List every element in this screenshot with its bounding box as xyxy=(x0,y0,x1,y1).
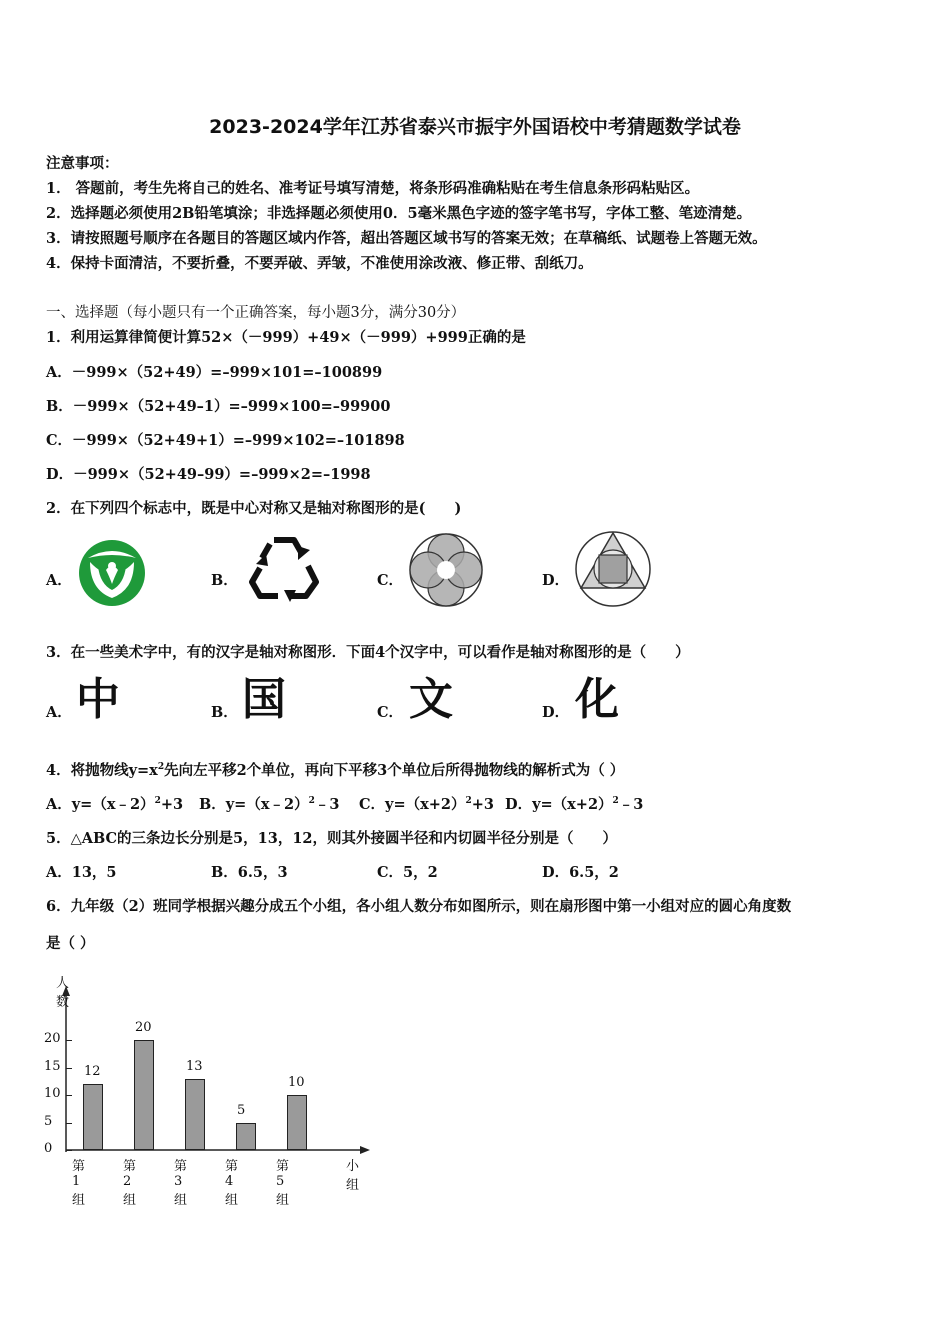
q1-option-a: A．－999×（52+49）=–999×101=–100899 xyxy=(46,364,383,381)
chart-bar xyxy=(236,1123,256,1151)
chart-bar xyxy=(287,1095,307,1150)
chart-axes xyxy=(0,0,400,1200)
y-tick-label: 5 xyxy=(44,1113,53,1129)
bar-data-label: 10 xyxy=(288,1075,305,1090)
q5-option-c: C．5，2 xyxy=(377,864,438,881)
q3-char-b: 国 xyxy=(242,674,286,725)
q3-char-d: 化 xyxy=(575,674,619,725)
q4-stem: 4．将抛物线$y=x^2$先向左平移2个单位，再向下平移3个单位后所得抛物线的解析式为（ ） xyxy=(46,762,625,779)
y-tick-mark xyxy=(66,1040,72,1041)
q4-option-d: D．$y=(x+2)^2﹣3$ xyxy=(505,796,644,813)
notice-item-4: 4．保持卡面清洁，不要折叠，不要弄破、弄皱，不准使用涂改液、修正带、刮纸刀。 xyxy=(46,255,593,272)
bar-data-label: 12 xyxy=(84,1064,101,1079)
bar-data-label: 5 xyxy=(237,1102,246,1118)
page-title: 2023-2024学年江苏省泰兴市振宇外国语校中考猜题数学试卷 xyxy=(209,116,741,138)
q3-char-a: 中 xyxy=(76,674,120,725)
y-tick-mark xyxy=(66,1123,72,1124)
y-tick-mark xyxy=(66,1068,72,1069)
chart-bar xyxy=(185,1079,205,1151)
notice-item-3: 3．请按照题号顺序在各题目的答题区域内作答，超出答题区域书写的答案无效；在草稿纸、试题卷上答题无效。 xyxy=(46,230,767,247)
q3-char-c: 文 xyxy=(409,674,453,725)
y-tick-label: 10 xyxy=(44,1086,61,1101)
x-category-label: 第2组 xyxy=(123,1159,137,1208)
y-tick-mark xyxy=(66,1095,72,1096)
notice-heading: 注意事项： xyxy=(46,155,119,172)
chart-ylabel: 人数 xyxy=(56,976,70,1010)
chart-bar xyxy=(134,1040,154,1150)
four-petal-circle-icon xyxy=(408,532,484,608)
q1-option-c: C．－999×（52+49+1）=–999×102=–101898 xyxy=(46,432,405,449)
q3-label-a: A． xyxy=(46,704,72,721)
y-tick-label: 20 xyxy=(44,1031,61,1046)
y-tick-mark xyxy=(66,1150,72,1151)
q6-stem-line2: 是（ ） xyxy=(46,935,95,952)
y-tick-label: 0 xyxy=(44,1141,53,1156)
bar-data-label: 20 xyxy=(135,1020,152,1035)
q2-label-c: C． xyxy=(377,572,404,589)
q4-option-c: C．$y=(x+2)^2+3$ xyxy=(359,796,495,813)
q2-label-b: B． xyxy=(211,572,238,589)
notice-item-1: 1． 答题前，考生先将自己的姓名、准考证号填写清楚，将条形码准确粘贴在考生信息条形码粘贴区。 xyxy=(46,180,700,197)
q3-label-c: C． xyxy=(377,704,404,721)
q6-stem-line1: 6．九年级（2）班同学根据兴趣分成五个小组，各小组人数分布如图所示，则在扇形图中第一小组对应的圆心角度数 xyxy=(46,898,792,915)
x-category-label: 第4组 xyxy=(225,1159,239,1208)
q4-option-b: B．y=（x﹣2）$^2$﹣3 xyxy=(199,796,340,813)
q2-label-a: A． xyxy=(46,572,72,589)
x-category-label: 第5组 xyxy=(276,1159,290,1208)
notice-item-2: 2．选择题必须使用2B铅笔填涂；非选择题必须使用0．5毫米黑色字迹的签字笔书写，字体工整、笔迹清楚。 xyxy=(46,205,752,222)
q1-option-d: D．－999×（52+49–99）=–999×2=–1998 xyxy=(46,466,371,483)
q2-label-d: D． xyxy=(542,572,570,589)
circle-triangle-square-icon xyxy=(574,530,652,608)
q3-label-b: B． xyxy=(211,704,238,721)
q5-stem: 5．△ABC的三条边长分别是5，13，12，则其外接圆半径和内切圆半径分别是（ ） xyxy=(46,830,617,847)
q5-option-a: A．13，5 xyxy=(46,864,117,881)
q1-stem: 1．利用运算律简便计算52×（－999）+49×（－999）+999正确的是 xyxy=(46,329,526,346)
chart-xlabel: 小组 xyxy=(346,1159,360,1193)
section-heading: 一、选择题（每小题只有一个正确答案，每小题3分，满分30分） xyxy=(46,305,466,321)
q2-stem: 2．在下列四个标志中，既是中心对称又是轴对称图形的是( ) xyxy=(46,500,462,517)
q3-stem: 3．在一些美术字中，有的汉字是轴对称图形．下面4个汉字中，可以看作是轴对称图形的是（ ） xyxy=(46,644,690,661)
q4-option-a: A．y=（x﹣2）$^2$+3 xyxy=(46,796,184,813)
q5-option-d: D．6.5，2 xyxy=(542,864,619,881)
y-tick-label: 15 xyxy=(44,1058,61,1074)
chart-bar xyxy=(83,1084,103,1150)
q3-label-d: D． xyxy=(542,704,570,721)
x-category-label: 第1组 xyxy=(72,1159,86,1208)
bar-data-label: 13 xyxy=(186,1058,203,1074)
q5-option-b: B．6.5，3 xyxy=(211,864,288,881)
x-category-label: 第3组 xyxy=(174,1159,188,1208)
q1-option-b: B．－999×（52+49–1）=–999×100=–99900 xyxy=(46,398,391,415)
